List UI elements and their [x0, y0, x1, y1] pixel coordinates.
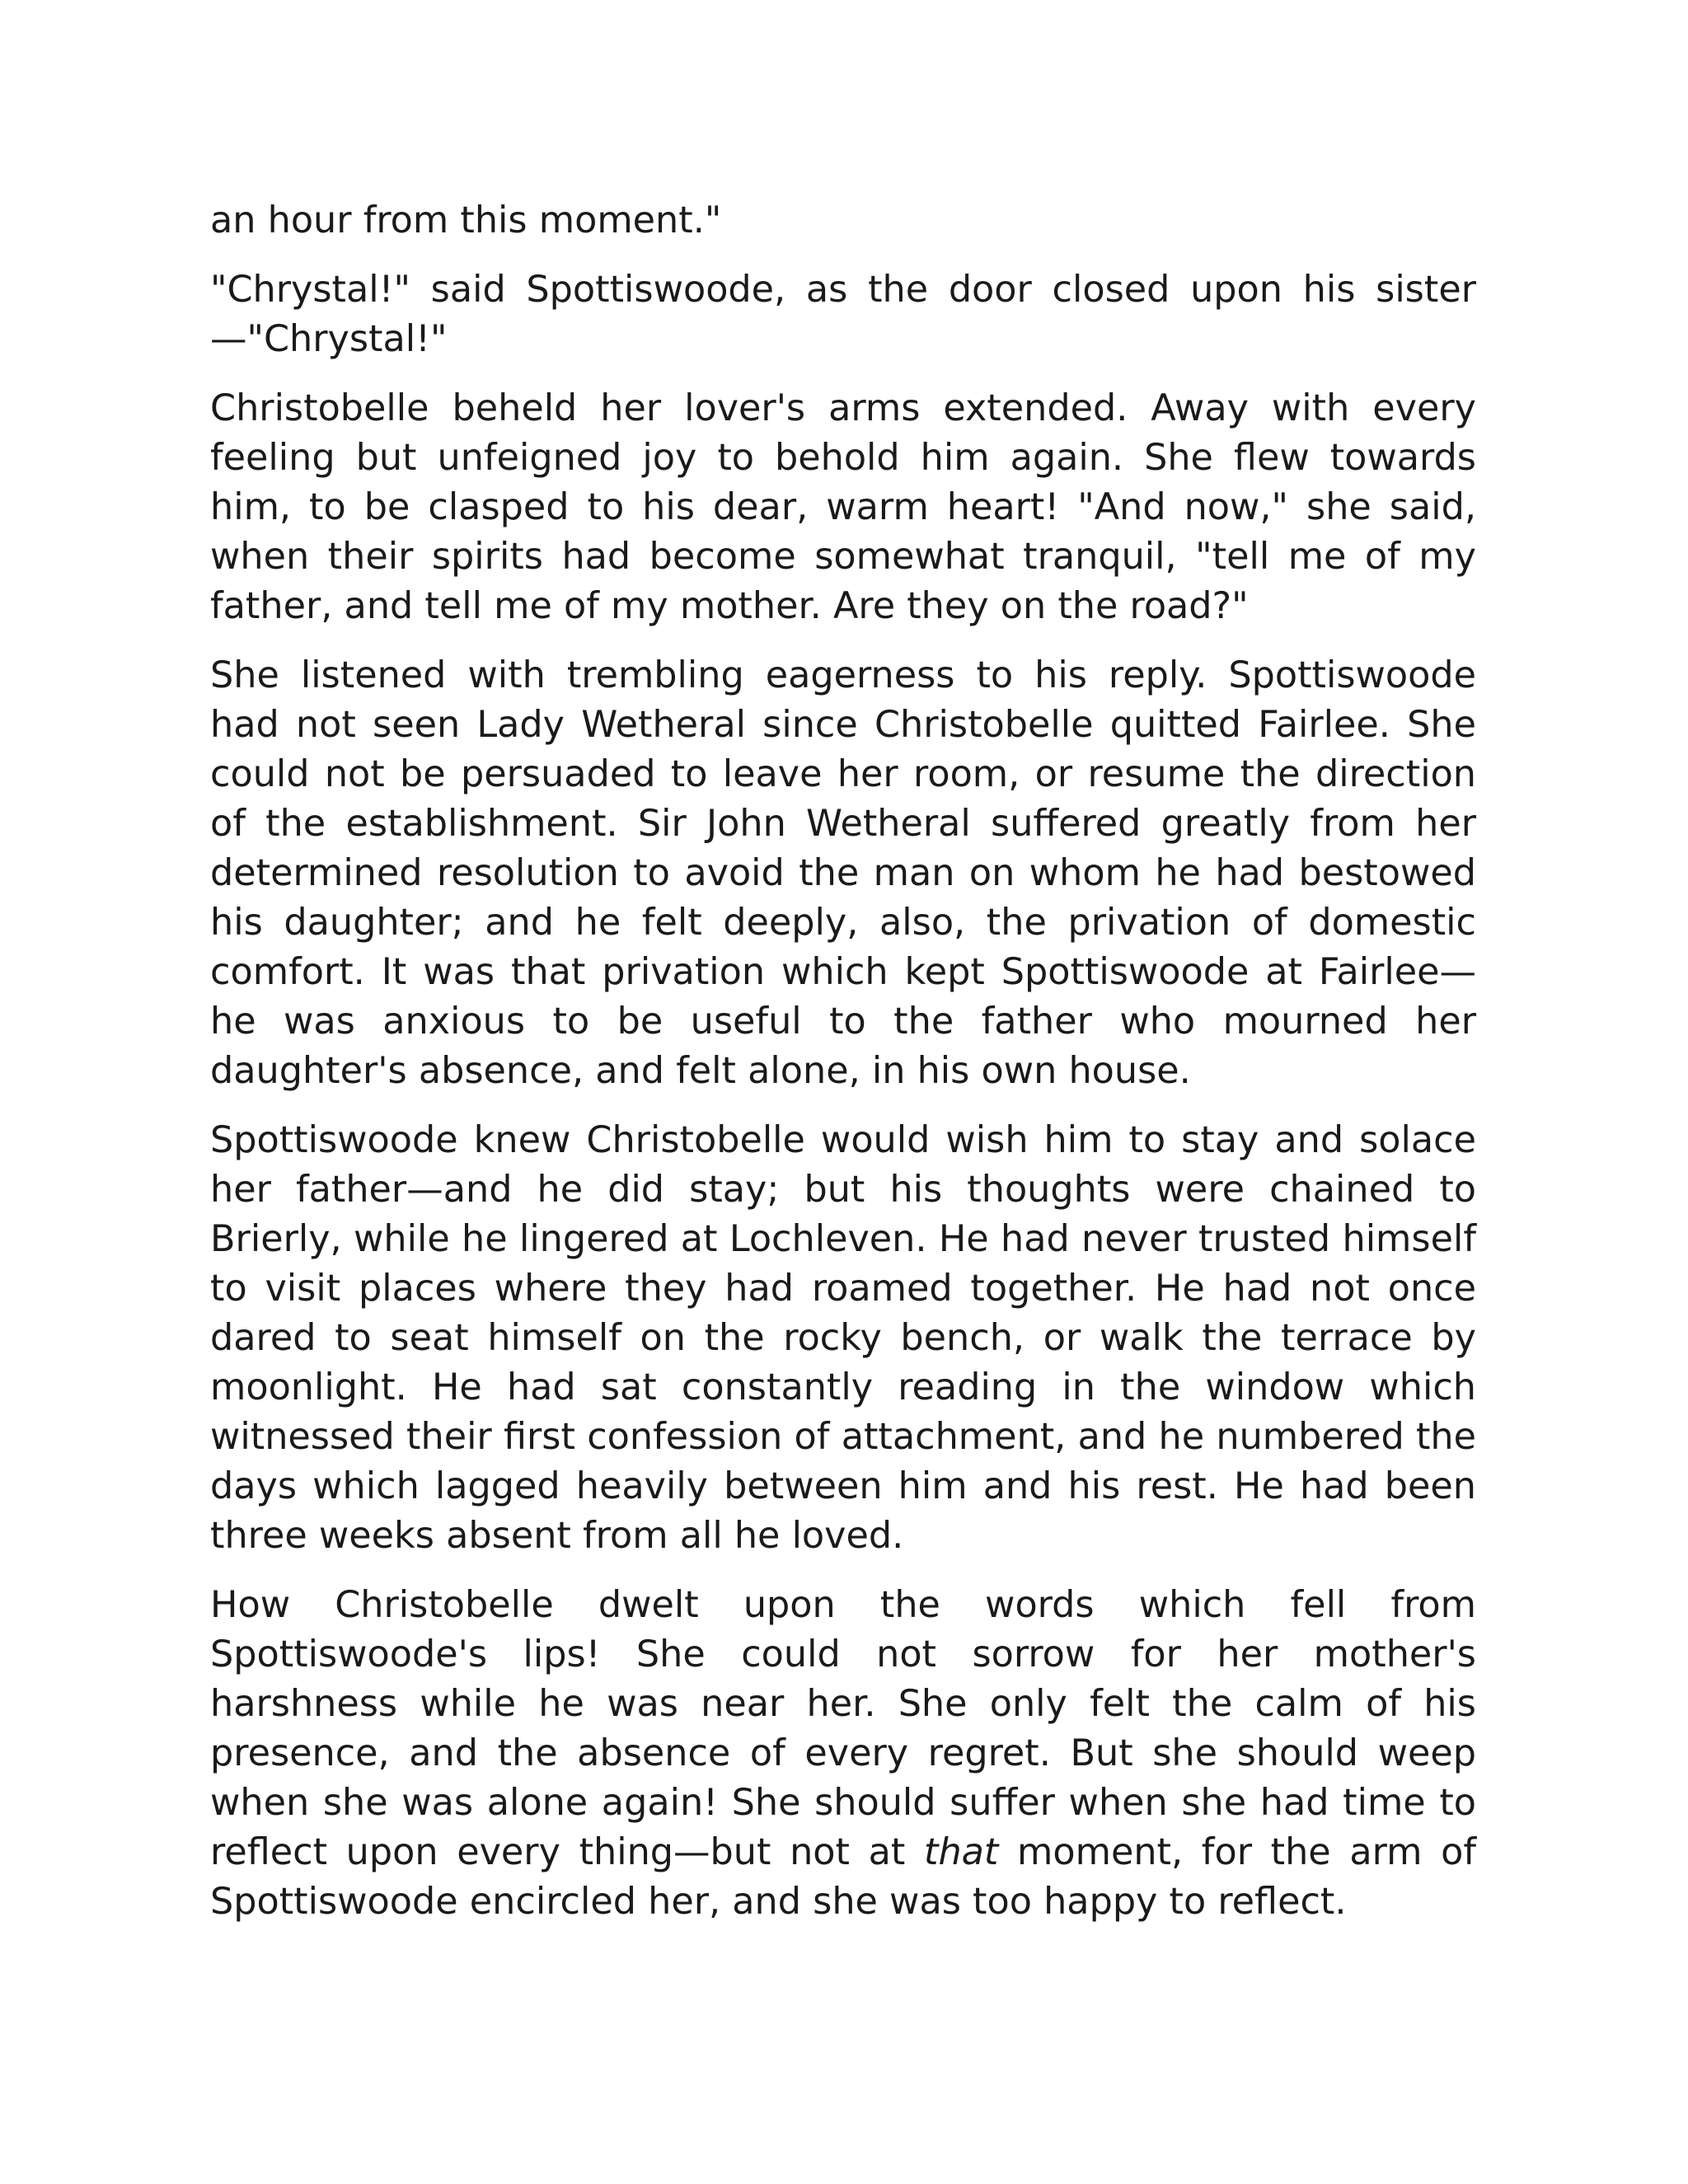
paragraph-2: "Chrystal!" said Spottiswoode, as the door closed upon his sister —"Chrystal!"	[210, 269, 1476, 360]
paragraph-6-emphasis: that	[924, 1831, 999, 1873]
paragraph-4: She listened with trembling eagerness to his reply. Spottiswoode had not seen Lady Wetheral since Christobelle quitted Fairlee. She could not be persuaded to leave her room, or resume the direction of the establishment. Sir John Wetheral suffered greatly from her determined resolution to avoid the man on whom he had bestowed his daughter; and he felt deeply, also, the privation of domestic comfort. It was that privation which kept Spottiswoode at Fairlee— he was anxious to be useful to the father who mourned her daughter's absence, and felt alone, in his own house.	[210, 654, 1476, 1092]
page-body	[210, 196, 1476, 1947]
paragraph-3: Christobelle beheld her lover's arms extended. Away with every feeling but unfeigned joy to behold him again. She flew towards him, to be clasped to his dear, warm heart! "And now," she said, when their spirits had become somewhat tranquil, "tell me of my father, and tell me of my mother. Are they on the road?"	[210, 387, 1476, 627]
paragraph-6-text-before: How Christobelle dwelt upon the words which fell from Spottiswoode's lips! She could not sorrow for her mother's harshness while he was near her. She only felt the calm of his presence, and the absence of every regret. But she should weep when she was alone again! She should suffer when she had time to reflect upon every thing—but not at	[210, 1584, 1476, 1873]
paragraph-5: Spottiswoode knew Christobelle would wish him to stay and solace her father—and he did stay; but his thoughts were chained to Brierly, while he lingered at Lochleven. He had never trusted himself to visit places where they had roamed together. He had not once dared to seat himself on the rocky bench, or walk the terrace by moonlight. He had sat constantly reading in the window which witnessed their first confession of attachment, and he numbered the days which lagged heavily between him and his rest. He had been three weeks absent from all he loved.	[210, 1119, 1476, 1557]
paragraph-6-text-after: moment, for the arm of Spottiswoode encircled her, and she was too happy to reflect.	[210, 1831, 1476, 1923]
paragraph-6	[210, 1581, 1476, 1927]
paragraph-1: an hour from this moment."	[210, 199, 722, 241]
